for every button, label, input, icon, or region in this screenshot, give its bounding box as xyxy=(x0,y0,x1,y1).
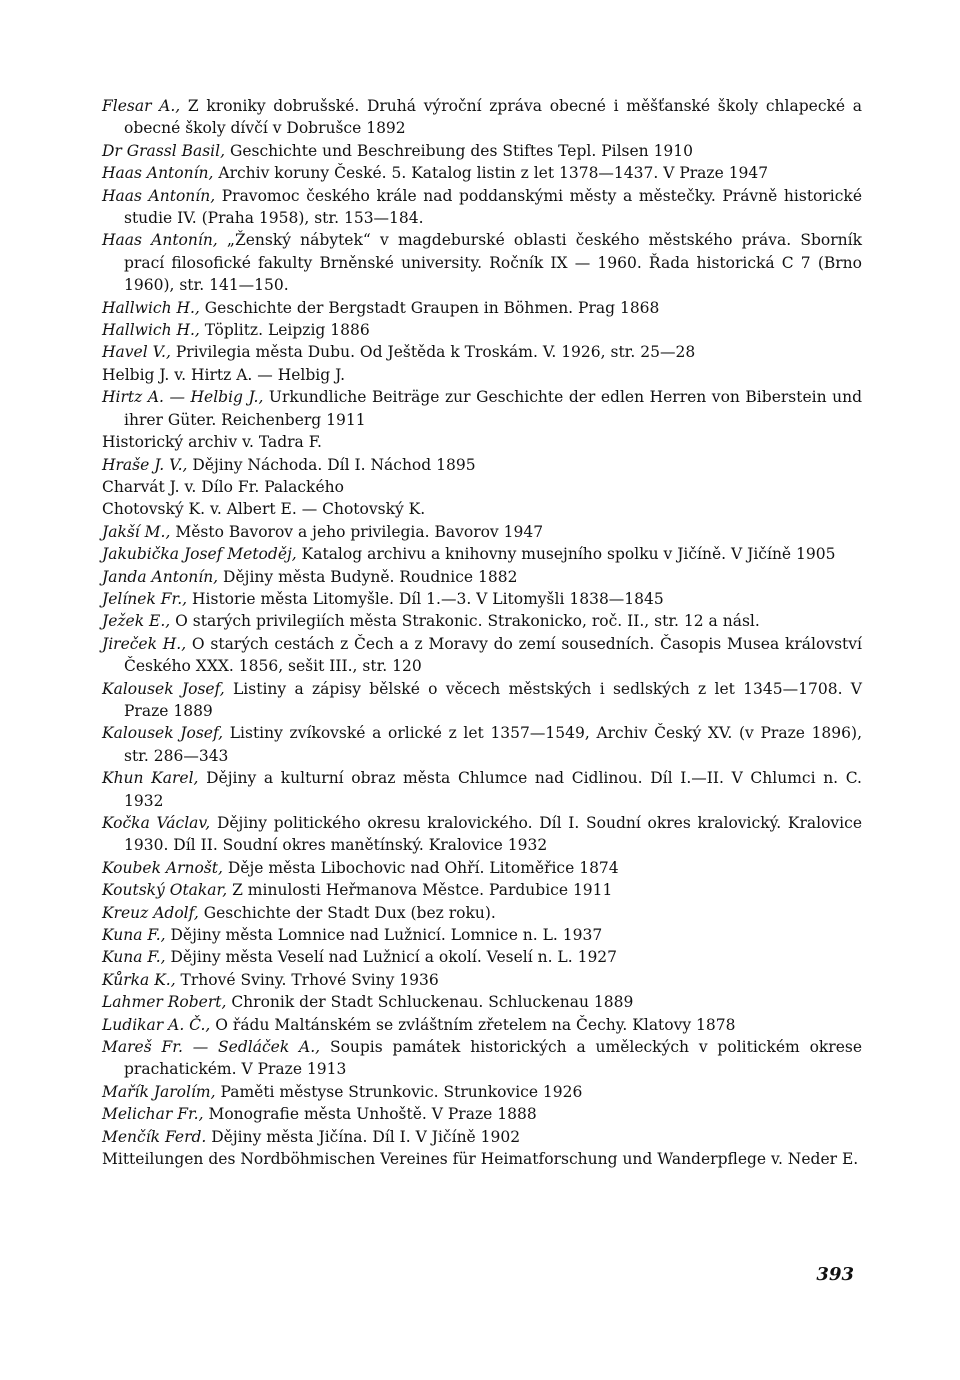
bibliography-entry xyxy=(102,95,862,140)
bibliography-entry xyxy=(102,1036,862,1081)
bibliography-entry xyxy=(102,341,862,363)
entry-author: Kůrka K., xyxy=(102,970,176,989)
entry-author: Hallwich H., xyxy=(102,321,200,340)
entry-text: Pravomoc českého krále nad poddanskými městy a městečky. Právně historické studie IV. (Praha 1958), str. 153—184. xyxy=(124,186,863,228)
entry-text: Dějiny Náchoda. Díl I. Náchod 1895 xyxy=(187,455,476,474)
bibliography-entry xyxy=(102,857,862,879)
entry-author: Melichar Fr., xyxy=(102,1105,204,1124)
entry-text: Z kroniky dobrušské. Druhá výroční zpráva obecné i měšťanské školy chlapecké a obecné školy dívčí v Dobrušce 1892 xyxy=(124,97,863,138)
entry-text: „Ženský nábytek“ v magdeburské oblasti českého městského práva. Sborník prací filosofické fakulty Brněnské university. Ročník IX — 1960. Řada historická C 7 (Brno 1960), str. 141—150. xyxy=(124,231,862,295)
entry-text: Mitteilungen des Nordböhmischen Vereines für Heimatforschung und Wanderpflege v. Neder E. xyxy=(102,1150,859,1169)
bibliography-entry xyxy=(102,1014,862,1036)
bibliography-entry xyxy=(102,476,862,498)
bibliography-entry xyxy=(102,991,862,1013)
entry-text: Dějiny politického okresu kralovického. Díl I. Soudní okres kralovický. Kralovice 1930. Díl II. Soudní okres manětínský. Kralovice 1932 xyxy=(124,814,862,855)
entry-author: Jelínek Fr., xyxy=(102,589,188,608)
entry-text: Dějiny a kulturní obraz města Chlumce nad Cidlinou. Díl I.—II. V Chlumci n. C. 1932 xyxy=(124,769,862,810)
entry-text: Dějiny města Veselí nad Lužnicí a okolí. Veselí n. L. 1927 xyxy=(165,948,618,967)
entry-text: Dějiny města Budyně. Roudnice 1882 xyxy=(218,567,518,586)
entry-text: Charvát J. v. Dílo Fr. Palackého xyxy=(102,477,344,496)
entry-text: Privilegia města Dubu. Od Ještěda k Troskám. V. 1926, str. 25—28 xyxy=(170,343,696,362)
bibliography-entry xyxy=(102,229,862,296)
bibliography-entry xyxy=(102,1103,862,1125)
bibliography-entry xyxy=(102,678,862,723)
bibliography-entry xyxy=(102,1081,862,1103)
bibliography-entry xyxy=(102,879,862,901)
bibliography-entry xyxy=(102,319,862,341)
entry-author: Hraše J. V., xyxy=(102,455,188,474)
entry-text: Chronik der Stadt Schluckenau. Schluckenau 1889 xyxy=(226,993,634,1012)
bibliography-entry xyxy=(102,812,862,857)
bibliography-entry xyxy=(102,946,862,968)
entry-author: Jakubička Josef Metoděj, xyxy=(102,545,297,564)
entry-author: Kreuz Adolf, xyxy=(102,903,199,922)
entry-text: Paměti městyse Strunkovic. Strunkovice 1926 xyxy=(215,1082,583,1101)
bibliography-entry xyxy=(102,162,862,184)
entry-text: Dějiny města Lomnice nad Lužnicí. Lomnice n. L. 1937 xyxy=(165,926,603,945)
entry-author: Dr Grassl Basil, xyxy=(102,141,226,160)
entry-author: Haas Antonín, xyxy=(102,164,214,183)
entry-text: Listiny a zápisy bělské o věcech městských i sedlských z let 1345—1708. V Praze 1889 xyxy=(124,679,862,720)
entry-author: Kalousek Josef, xyxy=(102,724,224,743)
entry-author: Haas Antonín, xyxy=(102,186,216,205)
entry-author: Koubek Arnošt, xyxy=(102,858,223,877)
entry-author: Koutský Otakar, xyxy=(102,881,228,900)
entry-text: Soupis památek historických a uměleckých v politickém okrese prachatickém. V Praze 1913 xyxy=(124,1038,863,1079)
entry-author: Kočka Václav, xyxy=(102,814,211,832)
bibliography-entry xyxy=(102,498,862,520)
bibliography-entry xyxy=(102,566,862,588)
bibliography-entry xyxy=(102,521,862,543)
entry-text: Trhové Sviny. Trhové Sviny 1936 xyxy=(175,970,439,989)
entry-author: Jakší M., xyxy=(102,522,171,541)
entry-author: Khun Karel, xyxy=(102,769,199,788)
entry-text: Listiny zvíkovské a orlické z let 1357—1549, Archiv Český XV. (v Praze 1896), str. 286—343 xyxy=(124,724,862,765)
entry-text: Helbig J. v. Hirtz A. — Helbig J. xyxy=(102,365,346,384)
bibliography-entry xyxy=(102,364,862,386)
bibliography-list xyxy=(102,95,862,1171)
entry-text: Město Bavorov a jeho privilegia. Bavorov 1947 xyxy=(170,522,544,541)
bibliography-entry xyxy=(102,1126,862,1148)
entry-author: Janda Antonín, xyxy=(102,567,219,586)
entry-text: Chotovský K. v. Albert E. — Chotovský K. xyxy=(102,500,426,519)
entry-author: Kuna F., xyxy=(102,948,166,967)
entry-text: Archiv koruny České. 5. Katalog listin z let 1378—1437. V Praze 1947 xyxy=(213,164,769,183)
entry-text: Historie města Litomyšle. Díl 1.—3. V Litomyšli 1838—1845 xyxy=(187,589,664,608)
entry-author: Hallwich H., xyxy=(102,298,200,317)
bibliography-entry xyxy=(102,924,862,946)
entry-text: Děje města Libochovic nad Ohří. Litoměřice 1874 xyxy=(222,858,619,877)
entry-text: O starých privilegiích města Strakonic. Strakonicko, roč. II., str. 12 a násl. xyxy=(170,612,760,631)
page-number: 393 xyxy=(816,1264,854,1285)
bibliography-entry xyxy=(102,767,862,812)
bibliography-entry xyxy=(102,454,862,476)
entry-text: Geschichte der Bergstadt Graupen in Böhmen. Prag 1868 xyxy=(199,298,660,317)
entry-text: Z minulosti Heřmanova Městce. Pardubice 1911 xyxy=(227,881,613,900)
bibliography-entry xyxy=(102,633,862,678)
entry-text: Historický archiv v. Tadra F. xyxy=(102,433,322,452)
entry-author: Mařík Jarolím, xyxy=(102,1082,216,1101)
entry-author: Menčík Ferd. xyxy=(102,1127,207,1146)
bibliography-entry xyxy=(102,969,862,991)
entry-author: Lahmer Robert, xyxy=(102,993,227,1012)
entry-author: Haas Antonín, xyxy=(102,231,218,250)
bibliography-entry xyxy=(102,431,862,453)
bibliography-entry xyxy=(102,185,862,230)
bibliography-entry xyxy=(102,610,862,632)
bibliography-entry xyxy=(102,140,862,162)
entry-author: Kuna F., xyxy=(102,926,166,945)
entry-author: Ježek E., xyxy=(102,612,171,631)
entry-text: Geschichte der Stadt Dux (bez roku). xyxy=(198,903,496,922)
entry-text: Dějiny města Jičína. Díl I. V Jičíně 1902 xyxy=(206,1127,521,1146)
bibliography-entry xyxy=(102,1148,862,1170)
bibliography-entry xyxy=(102,297,862,319)
entry-text: O řádu Maltánském se zvláštním zřetelem na Čechy. Klatovy 1878 xyxy=(210,1015,736,1034)
bibliography-entry xyxy=(102,902,862,924)
entry-text: O starých cestách z Čech a z Moravy do zemí sousedních. Časopis Musea království Českého XXX. 1856, sešit III., str. 120 xyxy=(124,634,862,676)
entry-author: Hirtz A. — Helbig J., xyxy=(102,388,264,407)
entry-text: Katalog archivu a knihovny musejního spolku v Jičíně. V Jičíně 1905 xyxy=(296,545,836,564)
bibliography-entry xyxy=(102,543,862,565)
bibliography-entry xyxy=(102,386,862,431)
entry-author: Jireček H., xyxy=(102,634,187,653)
entry-text: Geschichte und Beschreibung des Stiftes Tepl. Pilsen 1910 xyxy=(225,141,694,160)
entry-author: Flesar A., xyxy=(102,97,181,115)
entry-text: Töplitz. Leipzig 1886 xyxy=(199,321,370,340)
entry-author: Kalousek Josef, xyxy=(102,679,225,698)
bibliography-entry xyxy=(102,722,862,767)
entry-author: Havel V., xyxy=(102,343,171,362)
entry-author: Mareš Fr. — Sedláček A., xyxy=(102,1038,321,1057)
entry-text: Urkundliche Beiträge zur Geschichte der edlen Herren von Biberstein und ihrer Güter. Reichenberg 1911 xyxy=(124,388,862,429)
bibliography-entry xyxy=(102,588,862,610)
entry-author: Ludikar A. Č., xyxy=(102,1015,211,1034)
entry-text: Monografie města Unhoště. V Praze 1888 xyxy=(203,1105,537,1124)
